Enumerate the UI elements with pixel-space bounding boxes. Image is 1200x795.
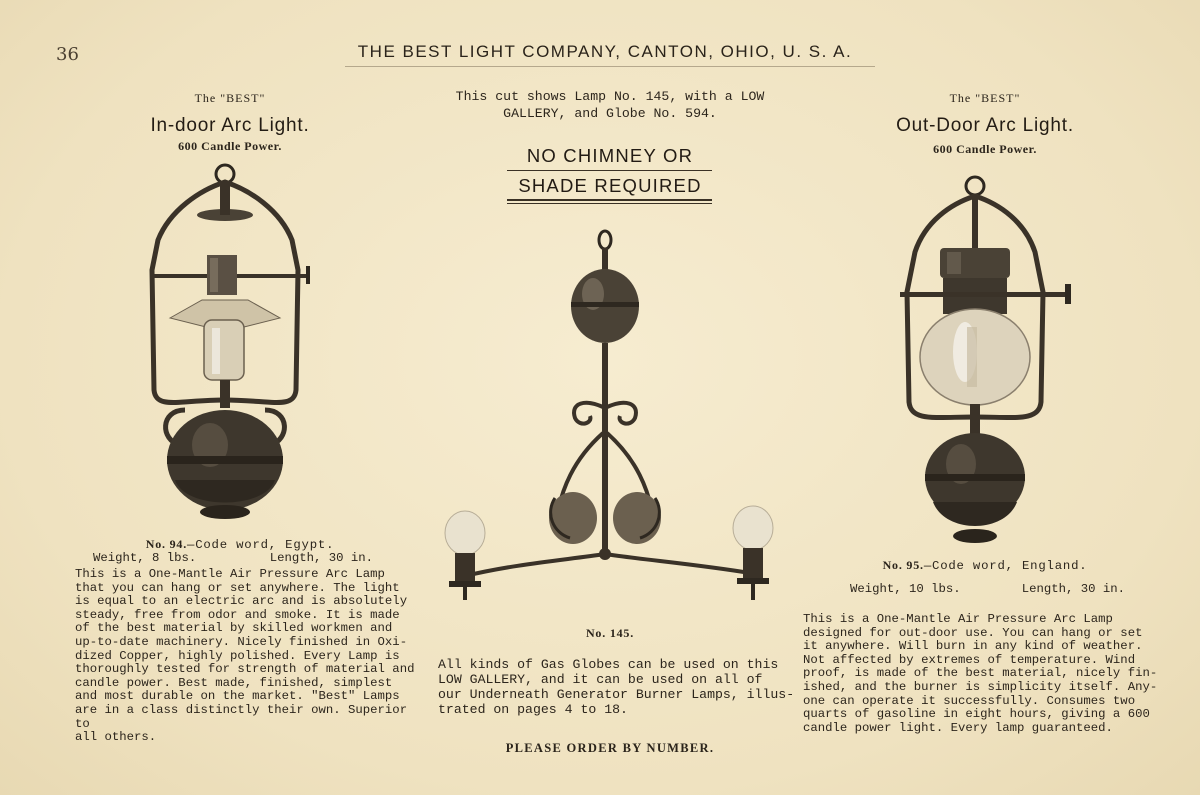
left-length: Length, 30 in.: [269, 551, 373, 565]
right-code-word: —Code word, England.: [923, 559, 1088, 573]
left-desc-line: and most durable on the market. "Best" Lamps: [75, 689, 400, 704]
left-desc-line: thoroughly tested for strength of material and: [75, 662, 415, 677]
right-desc-line: proof, is made of the best material, nicely fin-: [803, 666, 1158, 681]
center-description: [438, 657, 798, 717]
banner-line1: NO CHIMNEY OR: [526, 145, 694, 166]
right-description: [803, 613, 1163, 735]
order-by-number-note: PLEASE ORDER BY NUMBER.: [505, 741, 715, 755]
left-desc-line: This is a One-Mantle Air Pressure Arc Lamp: [75, 567, 385, 581]
low-gallery-chandelier-illustration: [435, 228, 785, 608]
left-desc-line: all others.: [75, 730, 157, 745]
left-description: [75, 568, 420, 745]
left-code-word: —Code word, Egypt.: [187, 538, 335, 552]
banner-rule-mid: [507, 170, 712, 171]
left-desc-line: is equal to an electric arc and is absolutely: [75, 594, 408, 609]
right-desc-line: one can operate it successfully. Consumes two: [803, 693, 1136, 708]
left-desc-line: that you can hang or set anywhere. The light: [75, 580, 400, 595]
right-desc-line: Not affected by extremes of temperature. Wind: [803, 652, 1136, 667]
left-desc-line: of the best material by skilled workmen and: [75, 621, 393, 636]
page-number: 36: [56, 44, 79, 65]
banner-rule-bottom-2: [507, 203, 712, 204]
right-desc-line: designed for out-door use. You can hang or set: [803, 625, 1143, 640]
center-desc-line: our Underneath Generator Burner Lamps, illus-: [438, 687, 795, 702]
left-weight: Weight, 8 lbs.: [93, 551, 197, 565]
right-desc-line: ished, and the burner is simplicity itself. Any-: [803, 679, 1158, 694]
header-rule: [345, 66, 875, 67]
right-length: Length, 30 in.: [1021, 582, 1125, 596]
left-specs: [93, 552, 373, 566]
right-desc-line: it anywhere. Will burn in any kind of weather.: [803, 639, 1143, 654]
center-caption-no: No. 145.: [585, 626, 635, 640]
running-title: THE BEST LIGHT COMPANY, CANTON, OHIO, U. S. A.: [357, 42, 853, 61]
outdoor-arc-lamp-illustration: [895, 172, 1075, 552]
right-candle-power: 600 Candle Power.: [933, 142, 1037, 156]
banner-line2: SHADE REQUIRED: [518, 175, 702, 196]
left-caption-no: No. 94.: [145, 537, 188, 551]
left-desc-line: are in a class distinctly their own. Superior to: [75, 702, 408, 731]
center-cut-note-line2: GALLERY, and Globe No. 594.: [503, 106, 717, 121]
indoor-arc-lamp-illustration: [140, 160, 310, 530]
center-cut-note-line1: This cut shows Lamp No. 145, with a LOW: [455, 89, 765, 104]
right-caption: [815, 558, 1155, 574]
right-desc-line: This is a One-Mantle Air Pressure Arc Lamp: [803, 612, 1113, 626]
left-the-best-label: The "BEST": [194, 91, 266, 105]
left-candle-power: 600 Candle Power.: [178, 139, 282, 153]
center-desc-line: All kinds of Gas Globes can be used on this: [438, 657, 779, 672]
left-title: In-door Arc Light.: [150, 115, 310, 136]
left-desc-line: candle power. Best made, finished, simplest: [75, 675, 393, 690]
right-specs: [850, 583, 1125, 597]
center-desc-line: LOW GALLERY, and it can be used on all of: [438, 672, 763, 687]
right-desc-line: quarts of gasoline in eight hours, giving a 600: [803, 707, 1150, 722]
left-desc-line: dized Copper, highly polished. Every Lamp is: [75, 648, 400, 663]
center-desc-line: trated on pages 4 to 18.: [438, 702, 628, 717]
right-the-best-label: The "BEST": [949, 91, 1021, 105]
right-desc-line: candle power light. Every lamp guaranteed.: [803, 720, 1113, 735]
banner-rule-bottom-1: [507, 199, 712, 201]
right-caption-no: No. 95.: [882, 558, 924, 572]
left-desc-line: up-to-date machinery. Nicely finished in Oxi-: [75, 634, 408, 649]
left-desc-line: steady, free from odor and smoke. It is made: [75, 607, 400, 622]
right-weight: Weight, 10 lbs.: [850, 582, 961, 596]
right-title: Out-Door Arc Light.: [896, 115, 1074, 136]
